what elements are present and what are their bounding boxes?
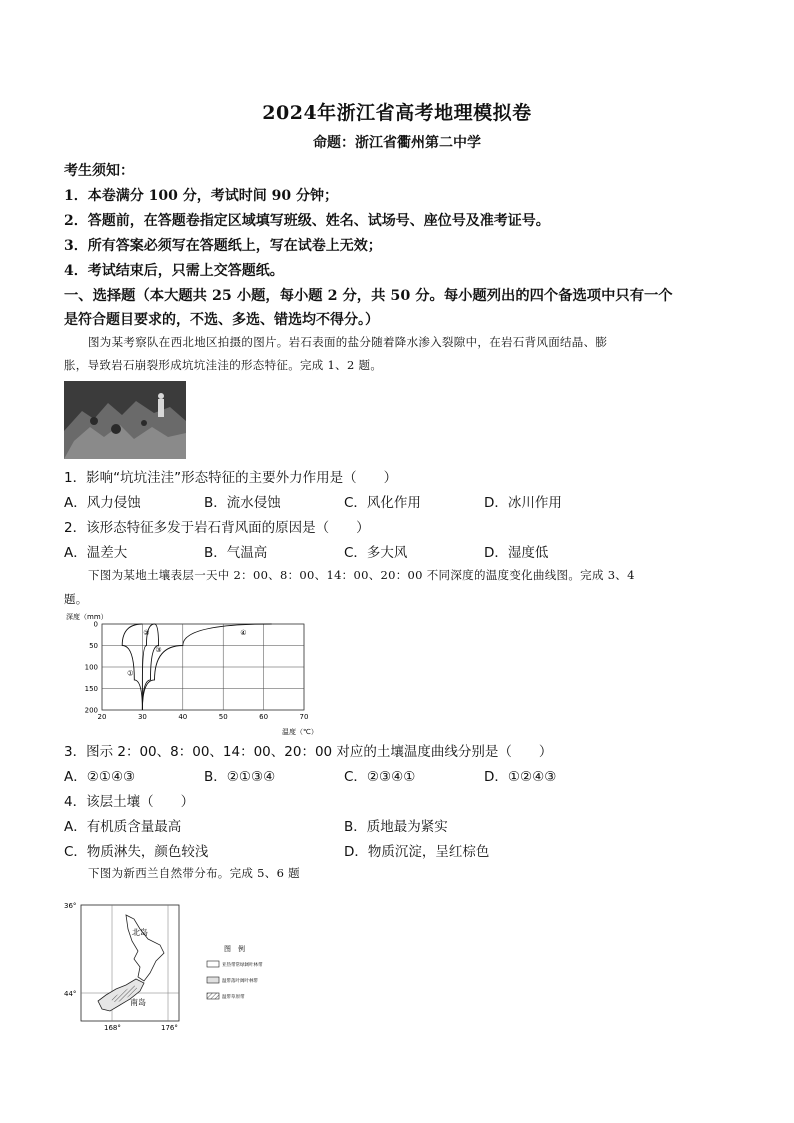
notice-item-3: 3．所有答案必须写在答题纸上，写在试卷上无效； [64, 238, 382, 254]
chart-y-tick-label: 200 [84, 706, 98, 715]
intro-q12-line-1: 图为某考察队在西北地区拍摄的图片。岩石表面的盐分随着降水渗入裂隙中，在岩石背风面结晶、膨 [88, 335, 608, 349]
q2-option-b: B．气温高 [204, 545, 268, 561]
section-1-line-1: 一、选择题（本大题共 25 小题，每小题 2 分，共 50 分。每小题列出的四个备选项中只有一个 [64, 288, 673, 304]
q1-option-a: A．风力侵蚀 [64, 495, 141, 511]
rock-photo-drawing [64, 381, 186, 459]
chart-x-tick-label: 60 [259, 713, 269, 721]
q1-option-d: D．冰川作用 [484, 495, 562, 511]
q4-stem: 4．该层土壤（ ） [64, 794, 195, 810]
q4-option-d: D．物质沉淀，呈红棕色 [344, 844, 490, 860]
page-subtitle: 命题：浙江省衢州第二中学 [313, 135, 481, 151]
legend-swatch-grassland [207, 993, 219, 999]
q4-option-c: C．物质淋失，颜色较浅 [64, 844, 209, 860]
intro-q34-line-1: 下图为某地土壤表层一天中 2：00、8：00、14：00、20：00 不同深度的温度变化曲线图。完成 3、4 [88, 568, 635, 582]
chart-ylabel: 深度（mm） [66, 613, 108, 621]
intro-q56: 下图为新西兰自然带分布。完成 5、6 题 [88, 866, 300, 880]
section-1-line-2: 是符合题目要求的，不选、多选、错选均不得分。） [64, 312, 379, 328]
notice-item-2: 2．答题前，在答题卷指定区域填写班级、姓名、试场号、座位号及准考证号。 [64, 213, 550, 229]
soil-temperature-svg [64, 610, 319, 738]
chart-series-label-1: ① [127, 669, 134, 678]
map-lat-label-44: 44° [64, 990, 77, 998]
chart-series-label-2: ② [143, 628, 150, 637]
notice-heading: 考生须知： [64, 163, 134, 179]
legend-label-subtropical: 亚热带常绿阔叶林带 [222, 963, 263, 968]
chart-x-tick-label: 40 [178, 713, 188, 721]
map-lon-label-168: 168° [104, 1024, 121, 1032]
north-island-label: 北岛 [132, 928, 148, 937]
intro-q12-line-2: 胀，导致岩石崩裂形成坑坑洼洼的形态特征。完成 1、2 题。 [64, 358, 383, 372]
q3-stem: 3．图示 2：00、8：00、14：00、20：00 对应的土壤温度曲线分别是（ ） [64, 744, 553, 760]
q4-option-b: B．质地最为紧实 [344, 819, 448, 835]
q2-option-c: C．多大风 [344, 545, 408, 561]
q2-option-d: D．湿度低 [484, 545, 549, 561]
chart-xlabel: 温度（℃） [282, 728, 318, 736]
legend-swatch-subtropical [207, 961, 219, 967]
q3-option-b: B．②①③④ [204, 769, 276, 785]
chart-series-label-4: ④ [240, 628, 247, 637]
q1-option-c: C．风化作用 [344, 495, 421, 511]
legend-title: 图 例 [224, 945, 245, 953]
chart-y-tick-label: 150 [84, 685, 98, 693]
chart-x-tick-label: 30 [137, 713, 147, 721]
soil-temperature-chart [64, 610, 319, 738]
rock-photo [64, 381, 186, 459]
q3-option-a: A．②①④③ [64, 769, 136, 785]
legend-label-grassland: 温带草原带 [222, 995, 245, 1000]
south-island-label: 南岛 [130, 998, 146, 1007]
new-zealand-map [64, 895, 344, 1035]
notice-item-1: 1．本卷满分 100 分，考试时间 90 分钟； [64, 188, 338, 204]
new-zealand-svg [64, 895, 344, 1035]
page-title: 2024年浙江省高考地理模拟卷 [262, 102, 532, 124]
q1-option-b: B．流水侵蚀 [204, 495, 281, 511]
intro-q34-line-2: 题。 [64, 592, 88, 606]
q4-option-a: A．有机质含量最高 [64, 819, 182, 835]
q2-stem: 2．该形态特征多发于岩石背风面的原因是（ ） [64, 520, 370, 536]
chart-y-tick-label: 100 [84, 663, 98, 672]
q2-option-a: A．温差大 [64, 545, 128, 561]
legend-swatch-temperate-deciduous [207, 977, 219, 983]
q1-stem: 1．影响“坑坑洼洼”形态特征的主要外力作用是（ ） [64, 470, 398, 486]
chart-x-tick-label: 70 [299, 713, 309, 721]
chart-y-tick-label: 50 [89, 642, 98, 650]
chart-series-label-3: ③ [155, 645, 162, 654]
chart-x-tick-label: 20 [97, 713, 107, 721]
north-island-shape [126, 915, 164, 981]
q3-option-d: D．①②④③ [484, 769, 557, 785]
chart-y-tick-label: 0 [93, 620, 98, 629]
legend-label-temperate-deciduous: 温带落叶阔叶林带 [222, 979, 258, 984]
notice-item-4: 4．考试结束后，只需上交答题纸。 [64, 263, 284, 279]
map-lat-label-36: 36° [64, 902, 77, 910]
q3-option-c: C．②③④① [344, 769, 416, 785]
map-lon-label-176: 176° [161, 1024, 178, 1032]
chart-x-tick-label: 50 [218, 713, 228, 721]
